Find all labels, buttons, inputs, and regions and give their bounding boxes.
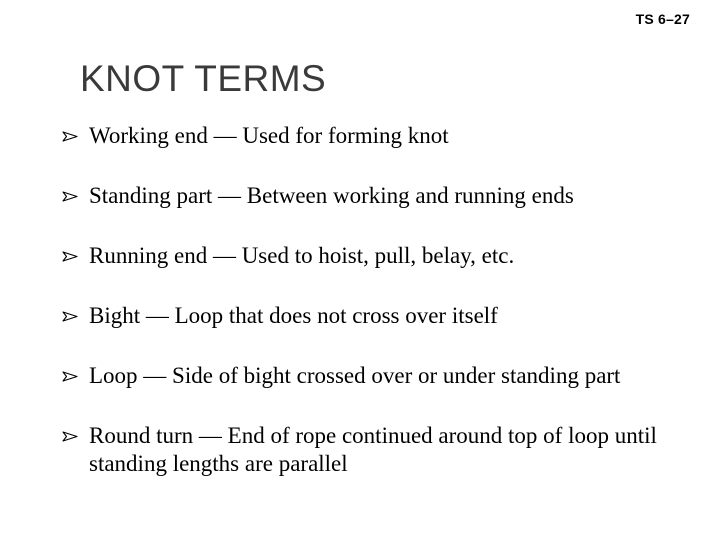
hollow-arrow-bullet-icon xyxy=(62,191,78,202)
bullet-item-round-turn xyxy=(60,422,680,478)
slide-title: KNOT TERMS xyxy=(80,58,327,99)
hollow-arrow-bullet-icon xyxy=(62,311,78,322)
bullet-list xyxy=(60,122,680,510)
slide-number: TS 6–27 xyxy=(635,11,690,27)
hollow-arrow-bullet-icon xyxy=(62,371,78,382)
bullet-text: Bight — Loop that does not cross over itself xyxy=(89,303,498,328)
hollow-arrow-bullet-icon xyxy=(62,251,78,262)
bullet-text: Loop — Side of bight crossed over or under standing part xyxy=(89,363,621,388)
bullet-text: Round turn — End of rope continued around top of loop until standing lengths are parallel xyxy=(89,423,657,476)
hollow-arrow-bullet-icon xyxy=(62,131,78,142)
bullet-item-bight xyxy=(60,302,680,330)
bullet-text: Working end — Used for forming knot xyxy=(89,123,449,148)
bullet-text: Standing part — Between working and running ends xyxy=(89,183,574,208)
bullet-item-standing-part xyxy=(60,182,680,210)
bullet-text: Running end — Used to hoist, pull, belay, etc. xyxy=(89,243,515,268)
bullet-item-running-end xyxy=(60,242,680,270)
hollow-arrow-bullet-icon xyxy=(62,431,78,442)
bullet-item-loop xyxy=(60,362,680,390)
bullet-item-working-end xyxy=(60,122,680,150)
